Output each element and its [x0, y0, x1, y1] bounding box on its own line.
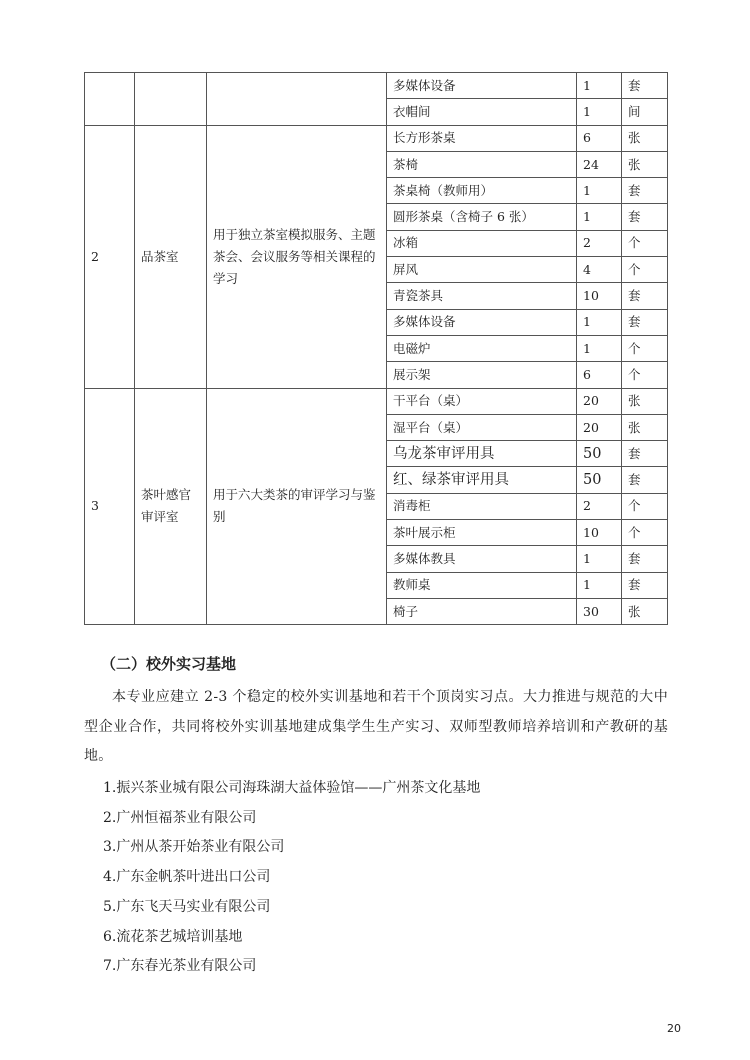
equipment-quantity: 20 [577, 388, 622, 414]
equipment-unit: 套 [622, 204, 668, 230]
equipment-name: 电磁炉 [387, 335, 577, 361]
room-description: 用于六大类茶的审评学习与鉴别 [207, 388, 387, 625]
base-list [103, 774, 480, 982]
equipment-name: 多媒体设备 [387, 73, 577, 99]
equipment-name: 椅子 [387, 598, 577, 624]
equipment-unit: 套 [622, 467, 668, 493]
equipment-name: 圆形茶桌（含椅子 6 张） [387, 204, 577, 230]
equipment-quantity: 1 [577, 204, 622, 230]
equipment-unit: 套 [622, 73, 668, 99]
table-row [85, 125, 668, 151]
section-title: （二）校外实习基地 [101, 655, 237, 673]
list-item: 1.振兴茶业城有限公司海珠湖大益体验馆——广州茶文化基地 [103, 780, 481, 796]
equipment-quantity: 1 [577, 178, 622, 204]
equipment-quantity: 1 [577, 309, 622, 335]
equipment-name: 干平台（桌） [387, 388, 577, 414]
equipment-quantity: 30 [577, 598, 622, 624]
row-number [85, 73, 135, 126]
equipment-name: 消毒柜 [387, 493, 577, 519]
equipment-quantity: 10 [577, 283, 622, 309]
equipment-unit: 个 [622, 230, 668, 256]
equipment-unit: 套 [622, 546, 668, 572]
room-name [135, 73, 207, 126]
equipment-quantity: 24 [577, 151, 622, 177]
equipment-quantity: 1 [577, 99, 622, 125]
equipment-name: 茶椅 [387, 151, 577, 177]
equipment-unit: 张 [622, 388, 668, 414]
equipment-name: 教师桌 [387, 572, 577, 598]
equipment-quantity: 6 [577, 125, 622, 151]
equipment-name: 多媒体设备 [387, 309, 577, 335]
list-item: 5.广东飞天马实业有限公司 [103, 898, 271, 915]
list-item: 2.广州恒福茶业有限公司 [103, 809, 257, 826]
equipment-quantity: 1 [577, 335, 622, 361]
equipment-unit: 张 [622, 598, 668, 624]
room-description: 用于独立茶室模拟服务、主题茶会、会议服务等相关课程的学习 [207, 125, 387, 388]
equipment-name: 湿平台（桌） [387, 414, 577, 440]
equipment-unit: 套 [622, 178, 668, 204]
equipment-unit: 套 [622, 572, 668, 598]
equipment-table [84, 72, 668, 625]
equipment-name: 多媒体教具 [387, 546, 577, 572]
equipment-quantity: 2 [577, 230, 622, 256]
equipment-unit: 套 [622, 441, 668, 467]
list-item: 6.流花茶艺城培训基地 [103, 928, 243, 945]
equipment-quantity: 20 [577, 414, 622, 440]
equipment-quantity: 1 [577, 73, 622, 99]
equipment-unit: 张 [622, 414, 668, 440]
equipment-quantity: 6 [577, 362, 622, 388]
equipment-name: 青瓷茶具 [387, 283, 577, 309]
section-paragraph: 本专业应建立 2-3 个稳定的校外实训基地和若干个顶岗实习点。大力推进与规范的大中型企业合作，共同将校外实训基地建成集学生生产实习、双师型教师培养培训和产教研的基地。 [84, 689, 668, 764]
list-item: 3.广州从茶开始茶业有限公司 [103, 839, 285, 856]
equipment-name: 屏风 [387, 257, 577, 283]
equipment-quantity: 50 [577, 467, 622, 493]
equipment-unit: 张 [622, 151, 668, 177]
equipment-unit: 个 [622, 520, 668, 546]
equipment-name: 展示架 [387, 362, 577, 388]
equipment-name: 冰箱 [387, 230, 577, 256]
equipment-name: 茶桌椅（教师用） [387, 178, 577, 204]
table-row [85, 73, 668, 99]
equipment-name: 红、绿茶审评用具 [387, 467, 577, 493]
row-number: 2 [85, 125, 135, 388]
equipment-quantity: 2 [577, 493, 622, 519]
equipment-unit: 套 [622, 283, 668, 309]
equipment-quantity: 50 [577, 441, 622, 467]
equipment-quantity: 1 [577, 546, 622, 572]
room-name: 茶叶感官审评室 [135, 388, 207, 625]
table-row [85, 388, 668, 414]
equipment-quantity: 1 [577, 572, 622, 598]
equipment-name: 乌龙茶审评用具 [387, 441, 577, 467]
equipment-name: 茶叶展示柜 [387, 520, 577, 546]
equipment-name: 衣帽间 [387, 99, 577, 125]
row-number: 3 [85, 388, 135, 625]
equipment-unit: 个 [622, 335, 668, 361]
page-number: 20 [667, 1022, 681, 1035]
equipment-unit: 张 [622, 125, 668, 151]
equipment-quantity: 10 [577, 520, 622, 546]
equipment-quantity: 4 [577, 257, 622, 283]
room-description [207, 73, 387, 126]
equipment-unit: 个 [622, 362, 668, 388]
equipment-unit: 间 [622, 99, 668, 125]
list-item: 4.广东金帆茶叶进出口公司 [103, 869, 271, 886]
equipment-name: 长方形茶桌 [387, 125, 577, 151]
equipment-unit: 套 [622, 309, 668, 335]
room-name: 品茶室 [135, 125, 207, 388]
equipment-unit: 个 [622, 493, 668, 519]
equipment-unit: 个 [622, 257, 668, 283]
list-item: 7.广东春光茶业有限公司 [103, 958, 257, 975]
